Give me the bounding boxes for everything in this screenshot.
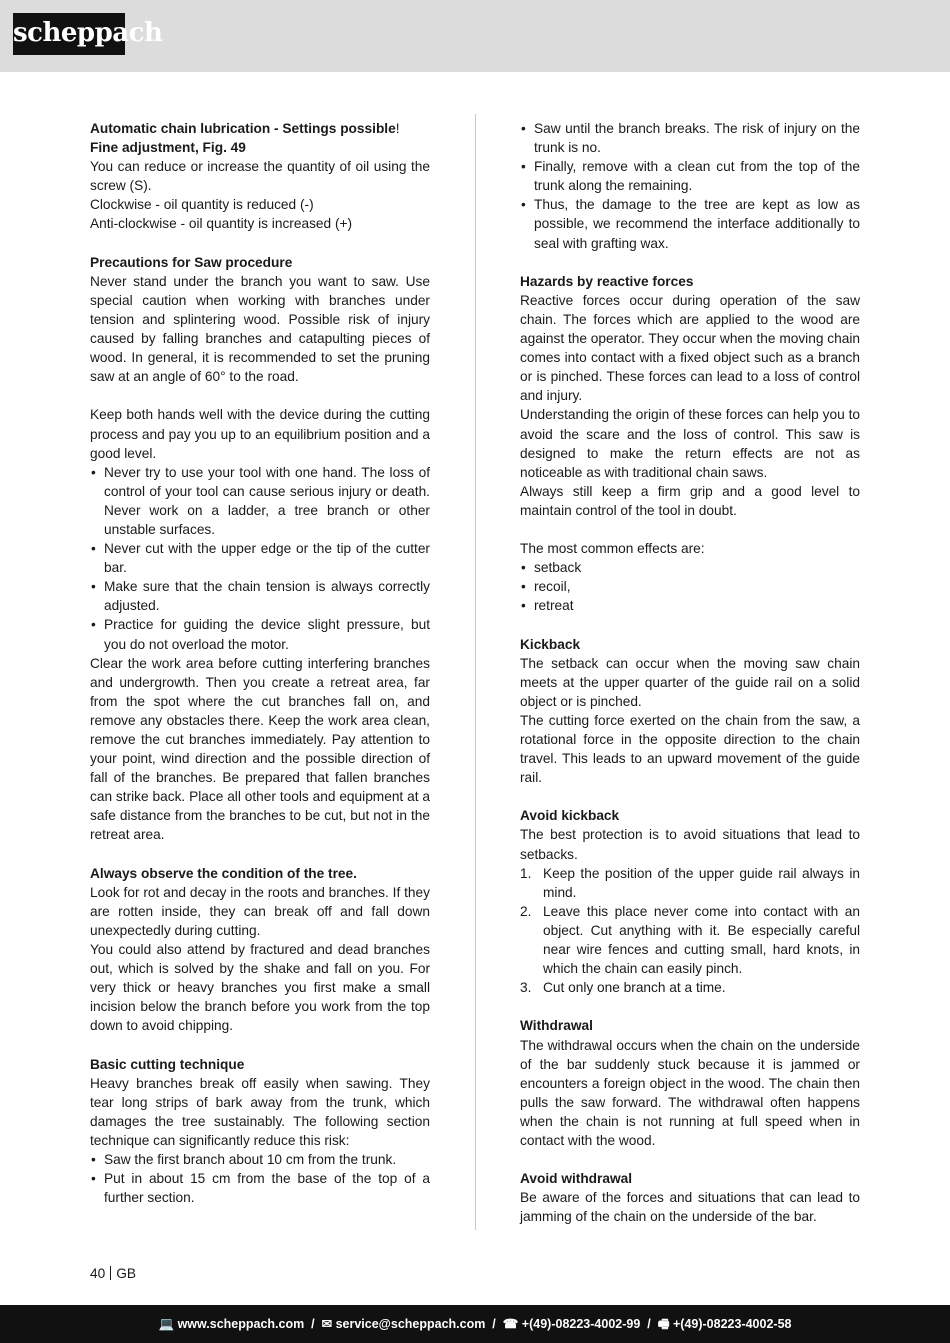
lubrication-heading-text: Automatic chain lubrication - Settings possible <box>90 121 396 136</box>
kickback-heading: Kickback <box>520 636 581 652</box>
withdrawal-paragraph: The withdrawal occurs when the chain on the underside of the bar suddenly stuck because it is jammed or encounters a foreign object in the wood. The chain then pulls the saw forward. The withdrawal often happens when the chain is not running at full speed when in contact with the wood. <box>520 1037 860 1148</box>
list-item: • retreat <box>520 596 860 615</box>
precautions-bullet-list <box>90 463 430 654</box>
fine-adjustment-heading: Fine adjustment, Fig. 49 <box>90 140 246 156</box>
list-number: 1. <box>520 865 532 881</box>
scheppach-logo: scheppach <box>13 13 125 55</box>
cutting-continued-bullet-list <box>520 119 860 253</box>
page-number-value: 40 <box>90 1266 106 1281</box>
effects-bullet-list <box>520 558 860 615</box>
avoid-kickback-paragraph: The best protection is to avoid situations that lead to setbacks. <box>520 827 860 862</box>
computer-icon: 💻 <box>158 1317 175 1331</box>
avoid-withdrawal-heading: Avoid withdrawal <box>520 1171 633 1187</box>
contact-bar <box>0 1305 950 1343</box>
header-band <box>0 0 950 72</box>
lubrication-line: You can reduce or increase the quantity of oil using the screw (S). <box>90 159 430 194</box>
basic-cutting-bullet-list <box>90 1150 430 1207</box>
page-number <box>90 1264 136 1283</box>
avoid-withdrawal-paragraph: Be aware of the forces and situations that can lead to jamming of the chain on the underside of the bar. <box>520 1190 860 1225</box>
list-item: • Saw the first branch about 10 cm from the trunk. <box>90 1150 430 1169</box>
lubrication-heading <box>90 119 430 138</box>
list-item: • Put in about 15 cm from the base of the top of a further section. <box>90 1169 430 1207</box>
phone-number: +(49)-08223-4002-99 <box>521 1317 641 1331</box>
precautions-paragraph: Never stand under the branch you want to saw. Use special caution when working with branches under tension and splintering wood. Possible risk of injury caused by falling branches and catapulting pieces of wood. In general, it is recommended to set the pruning saw at an angle of 60° to the road. <box>90 273 430 385</box>
hazards-paragraph: Reactive forces occur during operation of the saw chain. The forces which are applied to the wood are against the operator. They occur when the moving chain comes into contact with a fixed object such as a branch or is pinched. These forces can lead to a loss of control and injury. <box>520 292 860 404</box>
mail-icon: ✉ <box>321 1317 333 1331</box>
precautions-paragraph: Clear the work area before cutting interfering branches and undergrowth. Then you create a retreat area, far from the spot where the cut branches fall on, and remove any obstacles there. Keep the work area clean, remove the cut branches immediately. Pay attention to your point, wind direction and the possible direction of fall of the branches. Be prepared that fallen branches can strike back. Place all other tools and equipment at a safe distance from the branches to be cut, but not in the retreat area. <box>90 655 430 843</box>
kickback-paragraph: The cutting force exerted on the chain from the saw, a rotational force in the opposite direction to the chain travel. This leads to an upward movement of the guide rail. <box>520 712 860 786</box>
list-item: • recoil, <box>520 577 860 596</box>
tree-condition-paragraph: Look for rot and decay in the roots and branches. If they are rotten inside, they can break off and fall down unexpectedly during cutting. <box>90 884 430 938</box>
email-link[interactable]: service@scheppach.com <box>335 1317 486 1331</box>
tree-condition-heading: Always observe the condition of the tree. <box>90 865 357 881</box>
withdrawal-heading: Withdrawal <box>520 1018 593 1034</box>
website-link[interactable]: www.scheppach.com <box>177 1317 305 1331</box>
hazards-heading: Hazards by reactive forces <box>520 273 694 289</box>
hazards-paragraph: Always still keep a firm grip and a good level to maintain control of the tool in doubt. <box>520 483 860 518</box>
list-number: 2. <box>520 903 532 919</box>
page-number-separator <box>110 1266 111 1280</box>
list-item: • Never cut with the upper edge or the tip of the cutter bar. <box>90 539 430 577</box>
fax-icon: 🖷 <box>657 1317 670 1331</box>
lubrication-heading-tail: ! <box>395 121 400 136</box>
list-item-text: Leave this place never come into contact with an object. Cut anything with it. Be especially careful near wire fences and cutting small, hard knots, in which the chain can easily pinch. <box>543 903 860 977</box>
list-item: • Practice for guiding the device slight pressure, but you do not overload the motor. <box>90 615 430 653</box>
list-item: • Never try to use your tool with one hand. The loss of control of your tool can cause serious injury or death. Never work on a ladder, a tree branch or other unstable surfaces. <box>90 463 430 539</box>
list-item <box>520 864 860 902</box>
precautions-heading: Precautions for Saw procedure <box>90 254 293 270</box>
phone-icon: ☎ <box>502 1317 519 1331</box>
lubrication-line: Anti-clockwise - oil quantity is increased (+) <box>90 216 353 232</box>
list-item: • Saw until the branch breaks. The risk of injury on the trunk is no. <box>520 119 860 157</box>
page-language: GB <box>116 1266 137 1281</box>
lubrication-line: Clockwise - oil quantity is reduced (-) <box>90 197 314 213</box>
separator: / <box>643 1317 655 1331</box>
effects-intro: The most common effects are: <box>520 541 705 557</box>
basic-cutting-paragraph: Heavy branches break off easily when sawing. They tear long strips of bark away from the trunk, which damages the tree sustainably. The following section technique can significantly reduce this risk: <box>90 1075 430 1148</box>
tree-condition-paragraph: You could also attend by fractured and dead branches out, which is solved by the shake and fall on you. For very thick or heavy branches you first make a small incision below the branch before you work from the top down to avoid chipping. <box>90 942 430 1034</box>
list-item: • Finally, remove with a clean cut from the top of the trunk along the remaining. <box>520 157 860 195</box>
list-item <box>520 902 860 978</box>
list-item-text: Cut only one branch at a time. <box>543 980 726 996</box>
list-item: • setback <box>520 558 860 577</box>
precautions-paragraph: Keep both hands well with the device during the cutting process and pay you up to an equilibrium position and a good level. <box>90 407 430 461</box>
kickback-paragraph: The setback can occur when the moving saw chain meets at the upper quarter of the guide rail on a solid object or is pinched. <box>520 655 860 709</box>
basic-cutting-heading: Basic cutting technique <box>90 1056 245 1072</box>
left-column <box>90 119 430 1207</box>
separator: / <box>307 1317 319 1331</box>
hazards-paragraph: Understanding the origin of these forces can help you to avoid the scare and the loss of control. This saw is designed to make the return effects are not as noticeable as with traditional chain saws. <box>520 407 860 480</box>
list-number: 3. <box>520 980 532 996</box>
list-item: • Make sure that the chain tension is always correctly adjusted. <box>90 577 430 615</box>
list-item: • Thus, the damage to the tree are kept as low as possible, we recommend the interface additionally to seal with grafting wax. <box>520 195 860 252</box>
avoid-kickback-heading: Avoid kickback <box>520 808 620 824</box>
fax-number: +(49)-08223-4002-58 <box>672 1317 792 1331</box>
right-column <box>520 119 860 1226</box>
avoid-kickback-numbered-list <box>520 864 860 998</box>
list-item-text: Keep the position of the upper guide rail always in mind. <box>543 865 860 900</box>
column-divider <box>475 114 476 1230</box>
list-item <box>520 978 860 997</box>
separator: / <box>488 1317 500 1331</box>
